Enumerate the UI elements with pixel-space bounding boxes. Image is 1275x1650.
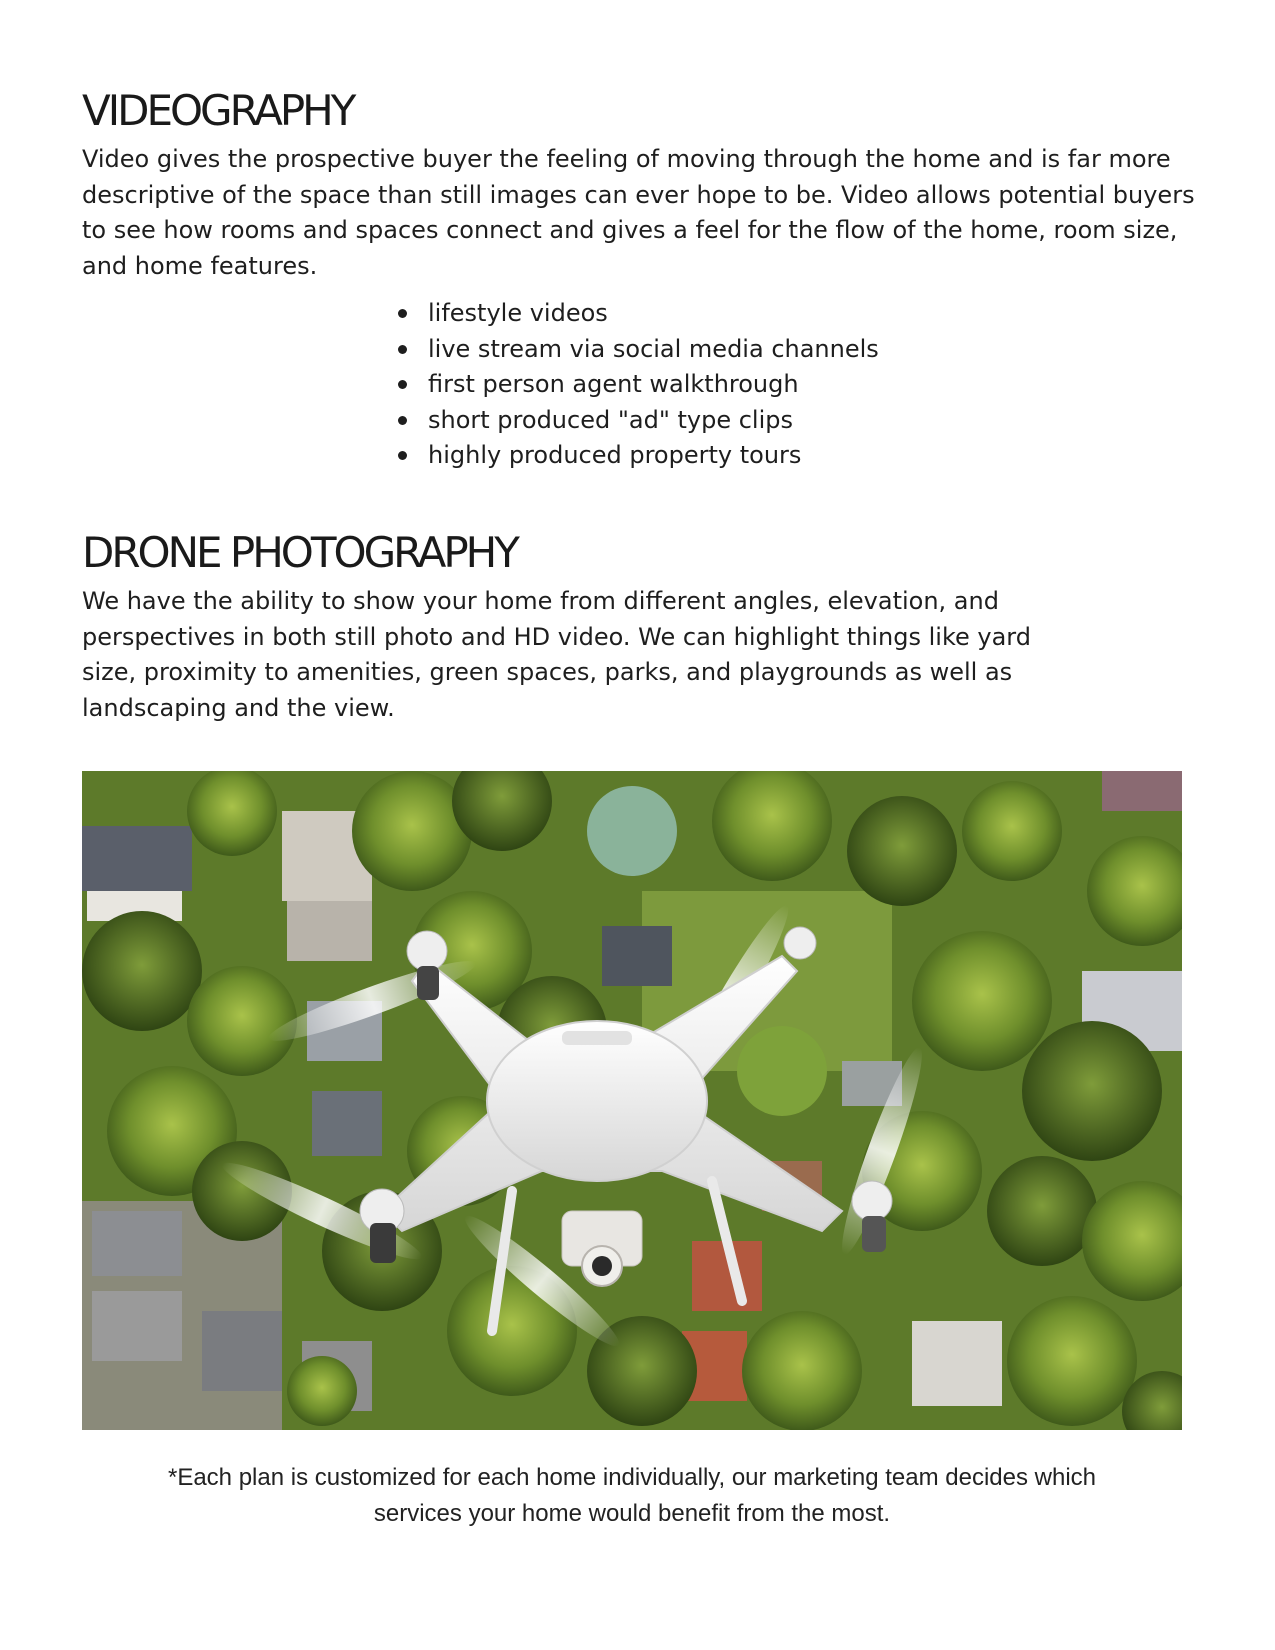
videography-paragraph: Video gives the prospective buyer the feeling of moving through the home and is far more descriptive of the space than still images can ever hope to be. Video allows potential buyers to see how rooms and spaces connect and gives a feel for the flow of the home, room size, and home features.: [82, 145, 1195, 280]
bullet-icon: [398, 380, 407, 389]
list-item-label: first person agent walkthrough: [428, 370, 799, 398]
bullet-icon: [398, 416, 407, 425]
list-item-label: highly produced property tours: [428, 441, 802, 469]
footnote-line-2: services your home would benefit from the most.: [373, 1500, 891, 1527]
list-item: [398, 438, 879, 474]
drone-paragraph: We have the ability to show your home from different angles, elevation, and perspectives in both still photo and HD video. We can highlight things like yard size, proximity to amenities, green spaces, parks, and playgrounds as well as landscaping and the view.: [82, 587, 1031, 722]
drone-heading: DRONE PHOTOGRAPHY: [82, 528, 517, 577]
bullet-icon: [398, 309, 407, 318]
bullet-icon: [398, 451, 407, 460]
list-item-label: short produced "ad" type clips: [428, 405, 793, 434]
list-item: [398, 367, 879, 403]
list-item: [398, 403, 879, 439]
list-item-label: live stream via social media channels: [428, 334, 879, 363]
videography-heading: VIDEOGRAPHY: [82, 86, 354, 135]
footnote: [82, 1460, 1182, 1532]
bullet-icon: [398, 345, 407, 354]
aerial-neighborhood-image: [82, 771, 1182, 1430]
list-item: [398, 332, 879, 368]
list-item: [398, 296, 879, 332]
videography-bullet-list: [398, 296, 879, 474]
drone-aerial-photo: [82, 771, 1182, 1430]
footnote-line-1: *Each plan is customized for each home individually, our marketing team decides which: [167, 1464, 1097, 1491]
list-item-label: lifestyle videos: [428, 299, 608, 327]
